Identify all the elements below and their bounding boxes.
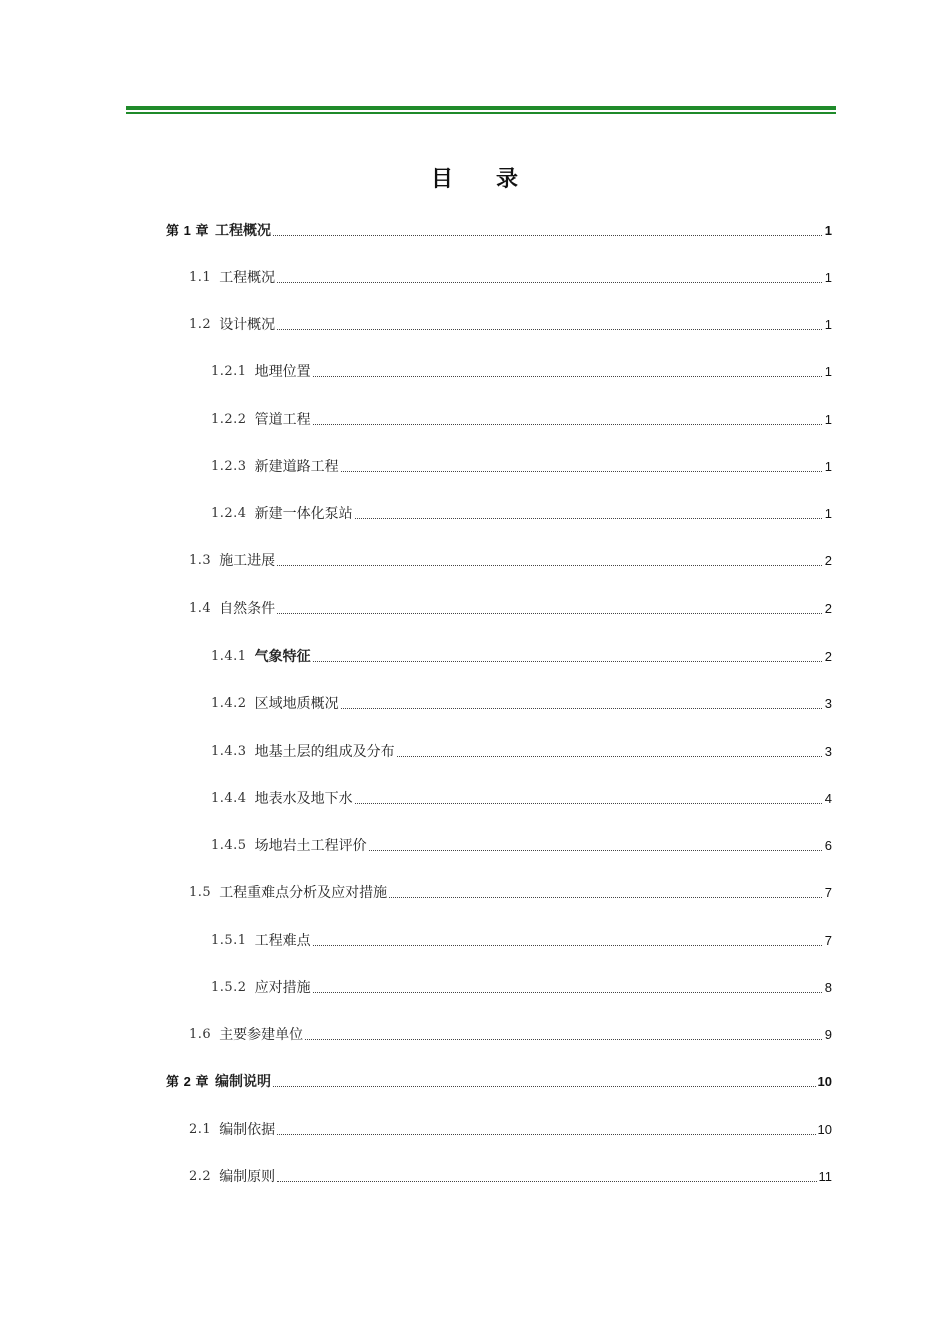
header-rule-thick — [126, 106, 836, 110]
toc-title-char-2: 录 — [496, 166, 520, 192]
toc-entry-number: 1.2.3 — [211, 459, 247, 474]
toc-entry-number: 1.4.4 — [211, 791, 247, 806]
toc-entry-label: 编制依据 — [219, 1122, 276, 1138]
toc-entry-page: 1 — [824, 270, 832, 285]
toc-entry-number: 2.1 — [189, 1122, 212, 1137]
toc-entry-label: 气象特征 — [254, 649, 311, 665]
toc-leader-dots — [277, 281, 822, 283]
toc-entry-label: 新建一体化泵站 — [254, 506, 353, 522]
toc-entry-page: 10 — [817, 1122, 832, 1137]
toc-leader-dots — [277, 612, 822, 614]
toc-entry-label: 场地岩土工程评价 — [254, 838, 367, 854]
toc-entry-page: 4 — [824, 791, 832, 806]
toc-entry-label: 自然条件 — [219, 601, 276, 617]
toc-leader-dots — [397, 755, 822, 757]
toc-entry-number: 1.4.1 — [211, 649, 247, 664]
toc-entry-1-4[interactable] — [189, 594, 832, 618]
toc-leader-dots — [355, 802, 822, 804]
toc-entry-number: 1.1 — [189, 270, 212, 285]
toc-entry-number: 1.5 — [189, 885, 212, 900]
toc-leader-dots — [313, 375, 822, 377]
toc-entry-1-5[interactable] — [189, 878, 832, 902]
toc-entry-page: 3 — [824, 696, 832, 711]
toc-leader-dots — [313, 944, 822, 946]
toc-leader-dots — [277, 1133, 815, 1135]
toc-entry-number: 1.5.1 — [211, 933, 247, 948]
toc-entry-page: 1 — [824, 459, 832, 474]
toc-entry-number: 1.3 — [189, 553, 212, 568]
toc-entry-chapter-1[interactable] — [166, 216, 832, 240]
toc-entry-1-2[interactable] — [189, 310, 832, 334]
toc-entry-number: 1.5.2 — [211, 980, 247, 995]
header-rule-thin — [126, 112, 836, 114]
toc-entry-number: 2.2 — [189, 1169, 212, 1184]
toc-entry-1-6[interactable] — [189, 1020, 832, 1044]
toc-entry-number: 1.4.2 — [211, 696, 247, 711]
toc-entry-page: 2 — [824, 553, 832, 568]
toc-leader-dots — [305, 1038, 822, 1040]
toc-entry-label: 地表水及地下水 — [254, 791, 353, 807]
toc-entry-page: 1 — [824, 412, 832, 427]
toc-entry-number: 1.4 — [189, 601, 212, 616]
toc-entry-page: 11 — [818, 1169, 832, 1184]
toc-entry-1-1[interactable] — [189, 263, 832, 287]
toc-entry-1-4-5[interactable] — [211, 831, 832, 855]
toc-entry-page: 10 — [817, 1074, 832, 1089]
toc-entry-label: 工程难点 — [254, 933, 311, 949]
toc-entry-1-4-3[interactable] — [211, 737, 832, 761]
toc-leader-dots — [355, 517, 822, 519]
toc-entry-number: 1.2.2 — [211, 412, 247, 427]
toc-leader-dots — [341, 707, 822, 709]
toc-leader-dots — [313, 991, 822, 993]
toc-entry-page: 1 — [824, 223, 832, 238]
toc-entry-label: 管道工程 — [254, 412, 311, 428]
toc-leader-dots — [273, 234, 822, 236]
toc-leader-dots — [277, 1180, 816, 1182]
toc-entry-number: 1.4.3 — [211, 744, 247, 759]
toc-entry-label: 施工进展 — [219, 553, 276, 569]
toc-entry-page: 9 — [824, 1027, 832, 1042]
toc-leader-dots — [341, 470, 822, 472]
toc-entry-label: 地基土层的组成及分布 — [254, 744, 395, 760]
toc-leader-dots — [369, 849, 822, 851]
toc-entry-page: 6 — [824, 838, 832, 853]
toc-entry-page: 1 — [824, 506, 832, 521]
toc-entry-number: 第 1 章 — [166, 223, 209, 238]
toc-leader-dots — [389, 896, 822, 898]
toc-entry-number: 1.4.5 — [211, 838, 247, 853]
toc-leader-dots — [277, 328, 822, 330]
toc-entry-number: 1.2.4 — [211, 506, 247, 521]
toc-entry-2-2[interactable] — [189, 1162, 832, 1186]
toc-entry-label: 地理位置 — [254, 364, 311, 380]
toc-entry-label: 主要参建单位 — [219, 1027, 304, 1043]
toc-entry-1-2-3[interactable] — [211, 452, 832, 476]
toc-entry-1-4-1[interactable] — [211, 642, 832, 666]
toc-title-char-1: 目 — [430, 166, 454, 192]
toc-entry-number: 1.6 — [189, 1027, 212, 1042]
toc-entry-label: 编制原则 — [219, 1169, 276, 1185]
toc-leader-dots — [273, 1085, 816, 1087]
toc-entry-page: 7 — [824, 885, 832, 900]
toc-entry-number: 1.2.1 — [211, 364, 247, 379]
toc-entry-page: 1 — [824, 364, 832, 379]
toc-entry-1-2-1[interactable] — [211, 357, 832, 381]
toc-entry-label: 应对措施 — [254, 980, 311, 996]
toc-entry-label: 工程概况 — [219, 270, 276, 286]
toc-entry-page: 8 — [824, 980, 832, 995]
toc-entry-label: 编制说明 — [214, 1074, 271, 1090]
toc-leader-dots — [313, 660, 822, 662]
toc-entry-page: 3 — [824, 744, 832, 759]
toc-entry-label: 工程重难点分析及应对措施 — [219, 885, 388, 901]
toc-entry-label: 设计概况 — [219, 317, 276, 333]
toc-entry-label: 新建道路工程 — [254, 459, 339, 475]
toc-leader-dots — [313, 423, 822, 425]
toc-entry-1-5-2[interactable] — [211, 973, 832, 997]
toc-entry-number: 第 2 章 — [166, 1074, 209, 1089]
toc-entry-label: 工程概况 — [214, 223, 271, 239]
toc-entry-1-5-1[interactable] — [211, 926, 832, 950]
toc-entry-chapter-2[interactable] — [166, 1067, 832, 1091]
toc-entry-number: 1.2 — [189, 317, 212, 332]
toc-entry-1-2-4[interactable] — [211, 499, 832, 523]
toc-entry-label: 区域地质概况 — [254, 696, 339, 712]
toc-entry-page: 7 — [824, 933, 832, 948]
toc-entry-1-3[interactable] — [189, 546, 832, 570]
toc-entry-2-1[interactable] — [189, 1115, 832, 1139]
toc-entry-page: 1 — [824, 317, 832, 332]
toc-entry-1-2-2[interactable] — [211, 405, 832, 429]
toc-entry-1-4-4[interactable] — [211, 784, 832, 808]
toc-leader-dots — [277, 564, 822, 566]
toc-entry-page: 2 — [824, 601, 832, 616]
toc-entry-1-4-2[interactable] — [211, 689, 832, 713]
toc-title — [0, 162, 950, 193]
toc-entry-page: 2 — [824, 649, 832, 664]
